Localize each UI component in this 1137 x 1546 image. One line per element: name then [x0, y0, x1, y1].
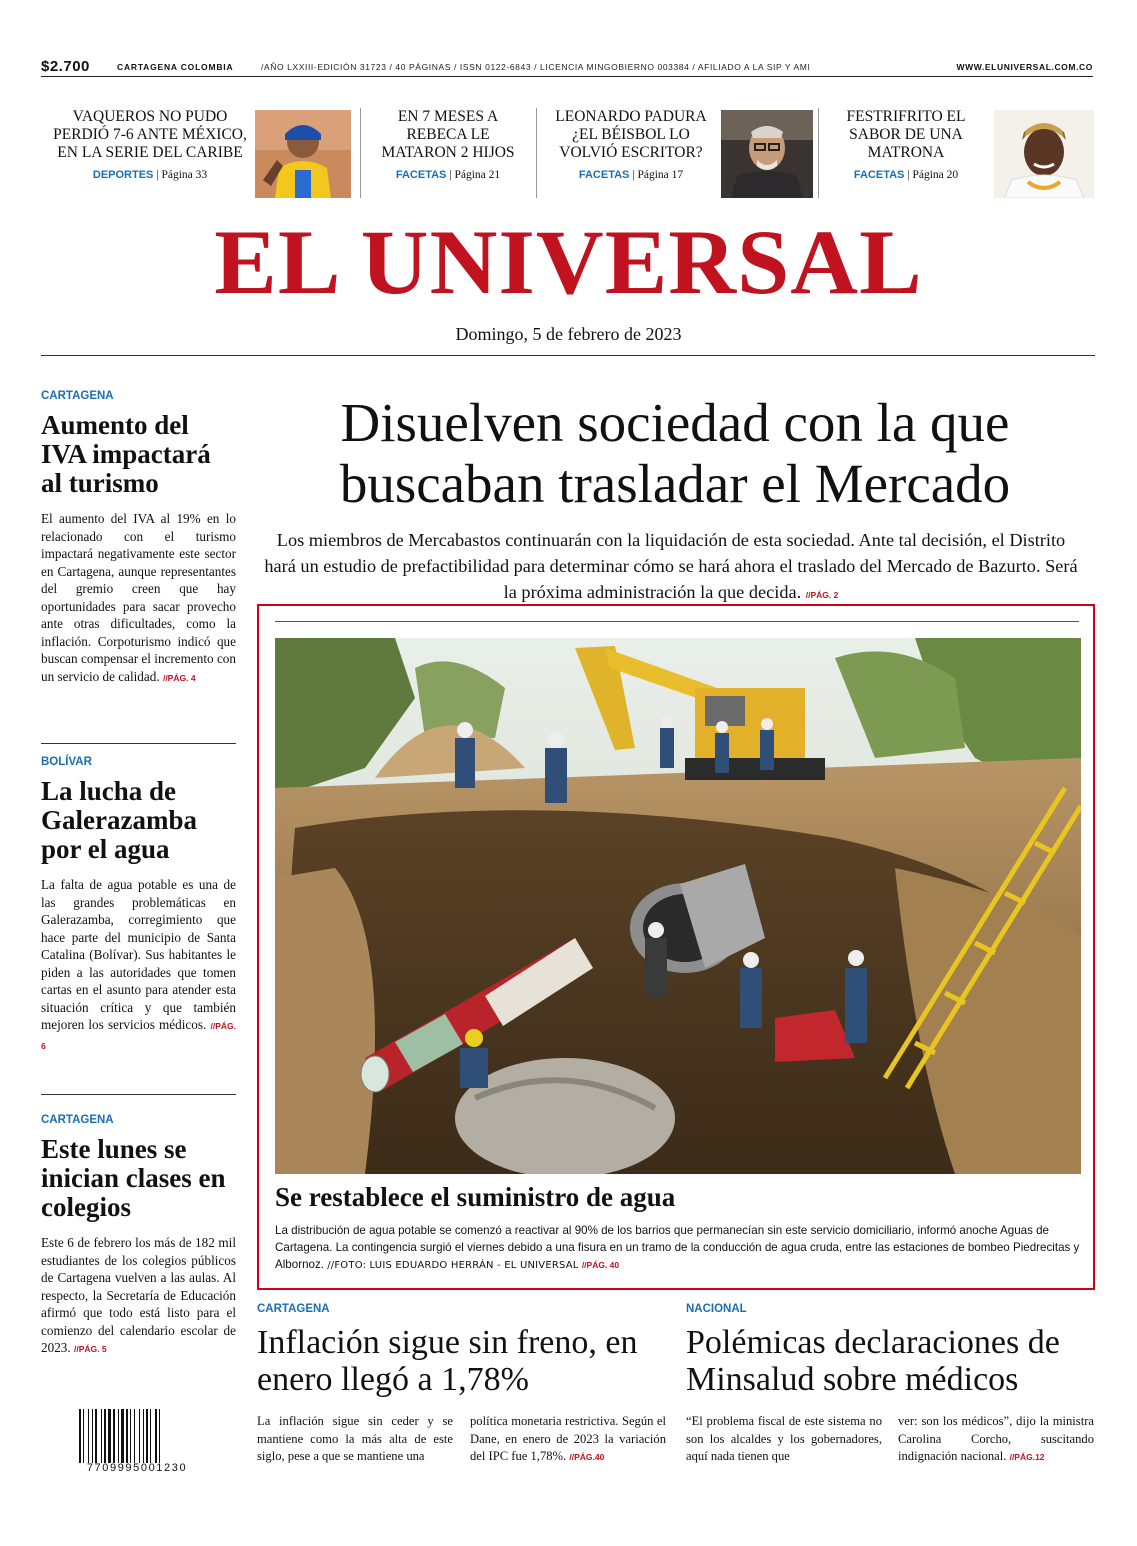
section-label: BOLÍVAR — [41, 756, 92, 768]
photo-credit: //FOTO: LUIS EDUARDO HERRÁN - EL UNIVERSAL — [327, 1260, 579, 1271]
top-info-bar — [41, 58, 1093, 77]
teaser-divider — [818, 108, 819, 198]
lead-headline[interactable]: Disuelven sociedad con la que buscaban trasladar el Mercado — [339, 392, 1011, 514]
story-headline: Aumento del IVA impactará al turismo — [41, 410, 211, 498]
left-story-iva[interactable] — [41, 390, 236, 687]
masthead-logo[interactable]: EL UNIVERSAL — [214, 211, 923, 313]
barcode — [77, 1409, 195, 1463]
barcode-number: 7709995001230 — [86, 1462, 188, 1474]
teaser-facetas-rebeca[interactable] — [368, 108, 528, 198]
story-body-col2: política monetaria restrictiva. Según el Dane, en enero de 2023 la variación del IPC fue 1,78%. //PÁG.40 — [470, 1414, 666, 1463]
teaser-ref: FACETAS | Página 20 — [853, 169, 959, 181]
section-label: CARTAGENA — [257, 1303, 330, 1315]
teaser-ref: FACETAS | Página 21 — [395, 169, 501, 181]
teaser-ref: FACETAS | Página 17 — [578, 169, 684, 181]
dateline: Domingo, 5 de febrero de 2023 — [455, 324, 682, 344]
teaser-title: FESTRIFRITO EL SABOR DE UNA MATRONA — [846, 108, 966, 161]
photo-caption: La distribución de agua potable se comenzó a reactivar al 90% de los barrios que permanecían sin este servicio domiciliario, informó anoche Aguas de Cartagena. La contingencia surgió el viernes debido a una fisura en un tramo de la conducción de agua cruda, entre las estaciones de bombeo Piedrecitas y Albornoz. //FOTO: LUIS EDUARDO HERRÁN - EL UNIVERSAL //PÁG. 40 — [275, 1224, 1080, 1271]
website-link[interactable]: WWW.ELUNIVERSAL.COM.CO — [956, 62, 1093, 72]
story-body: El aumento del IVA al 19% en lo relacionado con el turismo impactará negativamente este sector en Cartagena, aunque representantes del gremio creen que hay oportunidades para sacar provecho ante otras dificultades, como la inflación. Corpoturismo indicó que buscan compensar el incremento con un servicio de calidad. //PÁG. 4 — [41, 511, 236, 684]
teaser-title: LEONARDO PADURA ¿EL BÉISBOL LO VOLVIÓ ESCRITOR? — [555, 108, 707, 161]
teaser-divider — [360, 108, 361, 198]
teaser-photo-matrona — [994, 110, 1094, 198]
lead-dek: Los miembros de Mercabastos continuarán con la liquidación de esta sociedad. Ante tal decisión, el Distrito hará un estudio de prefactibilidad para determinar cómo se hará ahora el traslado del Mercado de Bazurto. Será la próxima administración la que decida. //PÁG. 2 — [264, 530, 1078, 602]
page-ref: //PÁG. 5 — [73, 1344, 107, 1354]
photo-story-frame[interactable] — [257, 604, 1095, 1290]
page-ref: //PÁG.40 — [569, 1452, 605, 1462]
teaser-deportes[interactable] — [45, 108, 255, 198]
page-ref: //PÁG. 4 — [162, 672, 196, 683]
bottom-story-minsalud[interactable] — [686, 1303, 1096, 1463]
teaser-photo-padura — [721, 110, 813, 198]
bottom-story-inflacion[interactable] — [257, 1303, 667, 1463]
story-headline: La lucha de Galerazamba por el agua — [41, 776, 197, 864]
water-pipe-repair-photo — [275, 638, 1081, 1174]
page-ref: //PÁG. 2 — [805, 590, 839, 600]
story-headline: Este lunes se inician clases en colegios — [41, 1134, 226, 1222]
story-body: La falta de agua potable es una de las grandes problemáticas en Galerazamba, corregimiento que hace parte del municipio de Santa Catalina (Bolívar). Sus habitantes le piden a las autoridades que tomen cartas en el asunto para atender esta situación crítica y que también mejoren los servicios médicos. //PÁG. 6 — [41, 877, 237, 1051]
page-ref: //PÁG. 40 — [581, 1260, 620, 1270]
teaser-divider — [536, 108, 537, 198]
page-ref: //PÁG.12 — [1009, 1452, 1045, 1462]
cover-price: $2.700 — [41, 58, 90, 75]
page-ref: //PÁG. 6 — [41, 1021, 237, 1051]
teaser-facetas-padura[interactable] — [545, 108, 717, 198]
teaser-photo-ballplayer — [255, 110, 351, 198]
teaser-ref: DEPORTES | Página 33 — [92, 169, 208, 181]
teaser-title: EN 7 MESES A REBECA LE MATARON 2 HIJOS — [381, 108, 515, 161]
section-label: CARTAGENA — [41, 1114, 114, 1126]
teaser-facetas-festrifrito[interactable] — [826, 108, 986, 198]
story-body-col1: “El problema fiscal de este sistema no son los alcaldes y los gobernadores, aquí nada tienen que — [686, 1414, 882, 1463]
story-headline: Polémicas declaraciones de Minsalud sobre médicos — [686, 1324, 1060, 1398]
city-label: CARTAGENA COLOMBIA — [117, 62, 234, 72]
divider — [275, 621, 1079, 622]
divider — [41, 355, 1095, 356]
divider — [41, 743, 236, 744]
photo-story-headline: Se restablece el suministro de agua — [275, 1182, 676, 1212]
divider — [41, 1094, 236, 1095]
story-body: Este 6 de febrero los más de 182 mil estudiantes de los colegios públicos de Cartagena vuelven a las aulas. Al respecto, la Secretaría de Educación afirmó que todo está listo para el comienzo del calendario escolar de 2023. //PÁG. 5 — [41, 1235, 236, 1355]
left-story-colegios[interactable] — [41, 1114, 236, 1359]
story-body-col1: La inflación sigue sin ceder y se mantiene como la más alta de este siglo, pese a que se mantiene una — [257, 1414, 453, 1463]
story-body-col2: ver: son los médicos”, dijo la ministra Carolina Corcho, suscitando indignación nacional. //PÁG.12 — [898, 1414, 1094, 1463]
left-story-galerazamba[interactable] — [41, 756, 236, 1055]
teaser-title: VAQUEROS NO PUDO PERDIÓ 7-6 ANTE MÉXICO, EN LA SERIE DEL CARIBE — [53, 108, 247, 161]
section-label: NACIONAL — [686, 1303, 747, 1315]
edition-info: /AÑO LXXIII-EDICIÓN 31723 / 40 PÁGINAS / ISSN 0122-6843 / LICENCIA MINGOBIERNO 003384 / AFILIADO A LA SIP Y AMI — [261, 62, 811, 72]
story-headline: Inflación sigue sin freno, en enero llegó a 1,78% — [257, 1324, 638, 1398]
section-label: CARTAGENA — [41, 390, 114, 402]
